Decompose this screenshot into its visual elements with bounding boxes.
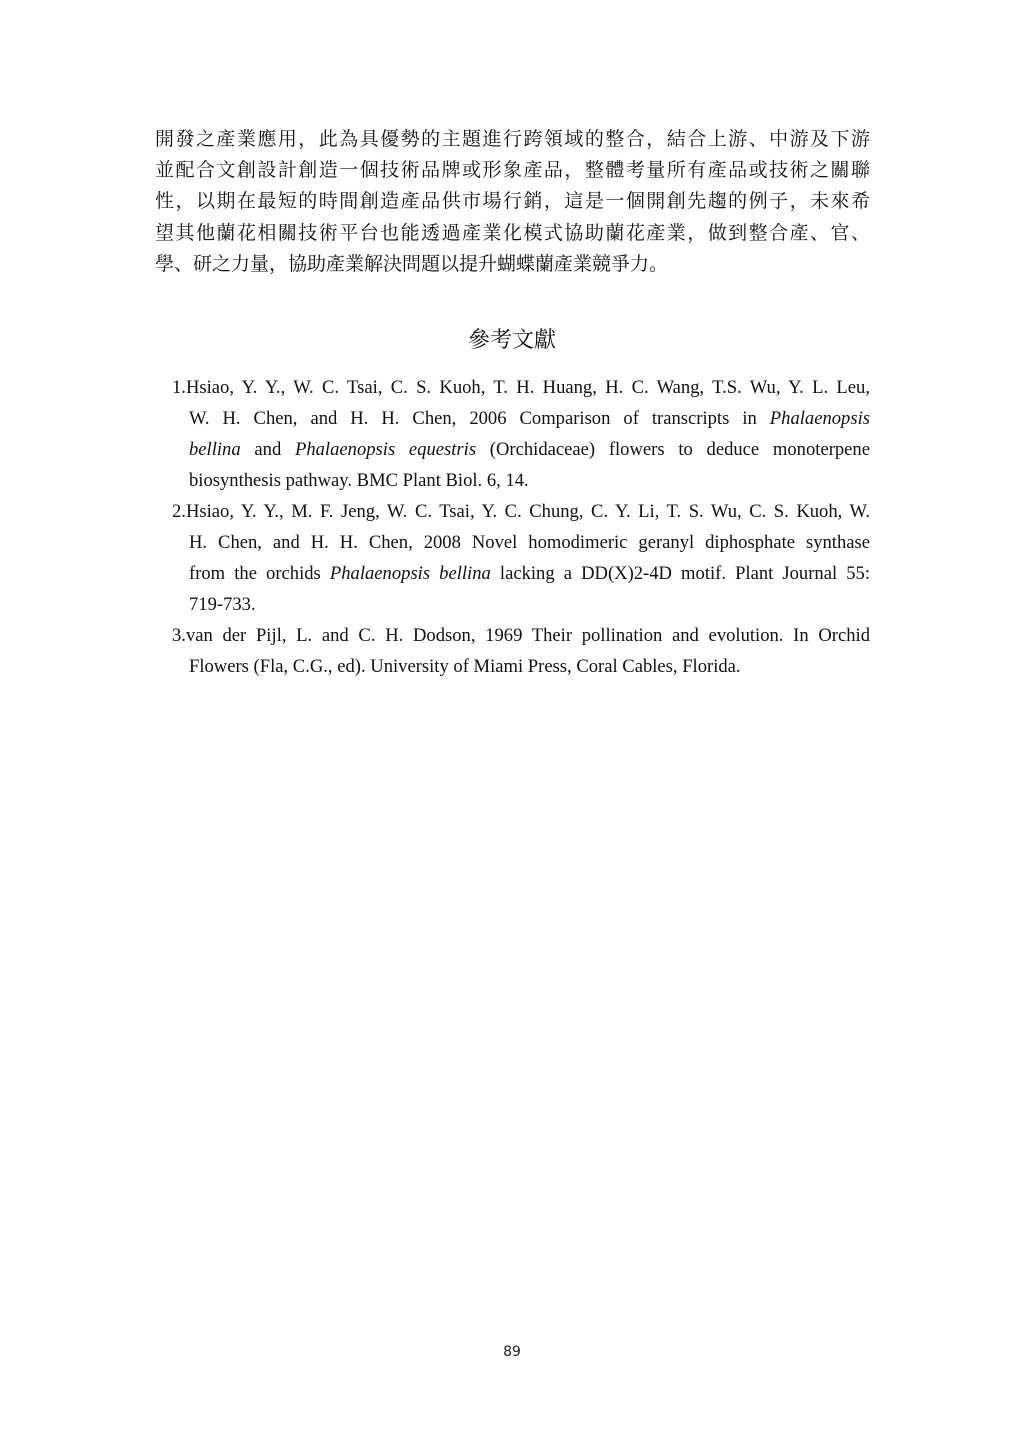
reference-line xyxy=(172,651,870,682)
species-name: Phalaenopsis xyxy=(769,408,870,429)
paragraph-line: 望其他蘭花相關技術平台也能透過產業化模式協助蘭花產業，做到整合產、官、 xyxy=(155,221,870,244)
reference-line xyxy=(172,372,870,403)
reference-text: lacking a DD(X)2-4D motif. Plant Journal 55: xyxy=(490,563,870,584)
references-heading: 參考文獻 xyxy=(467,328,556,353)
reference-line xyxy=(172,465,870,496)
paragraph-line: 開發之產業應用，此為具優勢的主題進行跨領域的整合，結合上游、中游及下游 xyxy=(155,128,870,150)
reference-text: W. H. Chen, and H. H. Chen, 2006 Comparison of transcripts in xyxy=(189,408,770,429)
reference-line xyxy=(172,620,870,651)
reference-text: and xyxy=(240,439,295,460)
reference-text: biosynthesis pathway. BMC Plant Biol. 6, 14. xyxy=(189,470,529,491)
reference-text: H. Chen, and H. H. Chen, 2008 Novel homodimeric geranyl diphosphate synthase xyxy=(189,532,870,553)
reference-line xyxy=(172,527,870,558)
body-paragraph xyxy=(155,124,870,280)
reference-text: (Orchidaceae) flowers to deduce monoterpene xyxy=(476,439,870,460)
paragraph-line: 學、研之力量，協助產業解決問題以提升蝴蝶蘭產業競爭力。 xyxy=(155,252,669,275)
reference-line xyxy=(172,589,870,620)
reference-text: Flowers (Fla, C.G., ed). University of Miami Press, Coral Cables, Florida. xyxy=(189,656,741,677)
species-name: bellina xyxy=(189,439,241,460)
reference-text: 3.van der Pijl, L. and C. H. Dodson, 1969 Their pollination and evolution. In Orchid xyxy=(172,625,870,646)
paragraph-line: 性，以期在最短的時間創造產品供市場行銷，這是一個開創先趨的例子，未來希 xyxy=(155,190,870,213)
references-list xyxy=(155,372,870,682)
reference-item xyxy=(155,496,870,620)
reference-text: 719-733. xyxy=(189,594,256,615)
reference-line xyxy=(172,558,870,589)
reference-text: from the orchids xyxy=(189,563,330,584)
reference-text: 1.Hsiao, Y. Y., W. C. Tsai, C. S. Kuoh, T. H. Huang, H. C. Wang, T.S. Wu, Y. L. Leu, xyxy=(172,377,870,398)
reference-item xyxy=(155,620,870,682)
reference-text: 2.Hsiao, Y. Y., M. F. Jeng, W. C. Tsai, Y. C. Chung, C. Y. Li, T. S. Wu, C. S. Kuoh, W. xyxy=(172,501,870,522)
paragraph-line: 並配合文創設計創造一個技術品牌或形象產品，整體考量所有產品或技術之關聯 xyxy=(155,159,870,182)
page-number: 89 xyxy=(503,1344,521,1360)
reference-item xyxy=(155,372,870,496)
reference-line xyxy=(172,496,870,527)
reference-line xyxy=(172,434,870,465)
species-name: Phalaenopsis bellina xyxy=(329,563,491,584)
reference-line xyxy=(172,403,870,434)
species-name: Phalaenopsis equestris xyxy=(294,439,477,460)
